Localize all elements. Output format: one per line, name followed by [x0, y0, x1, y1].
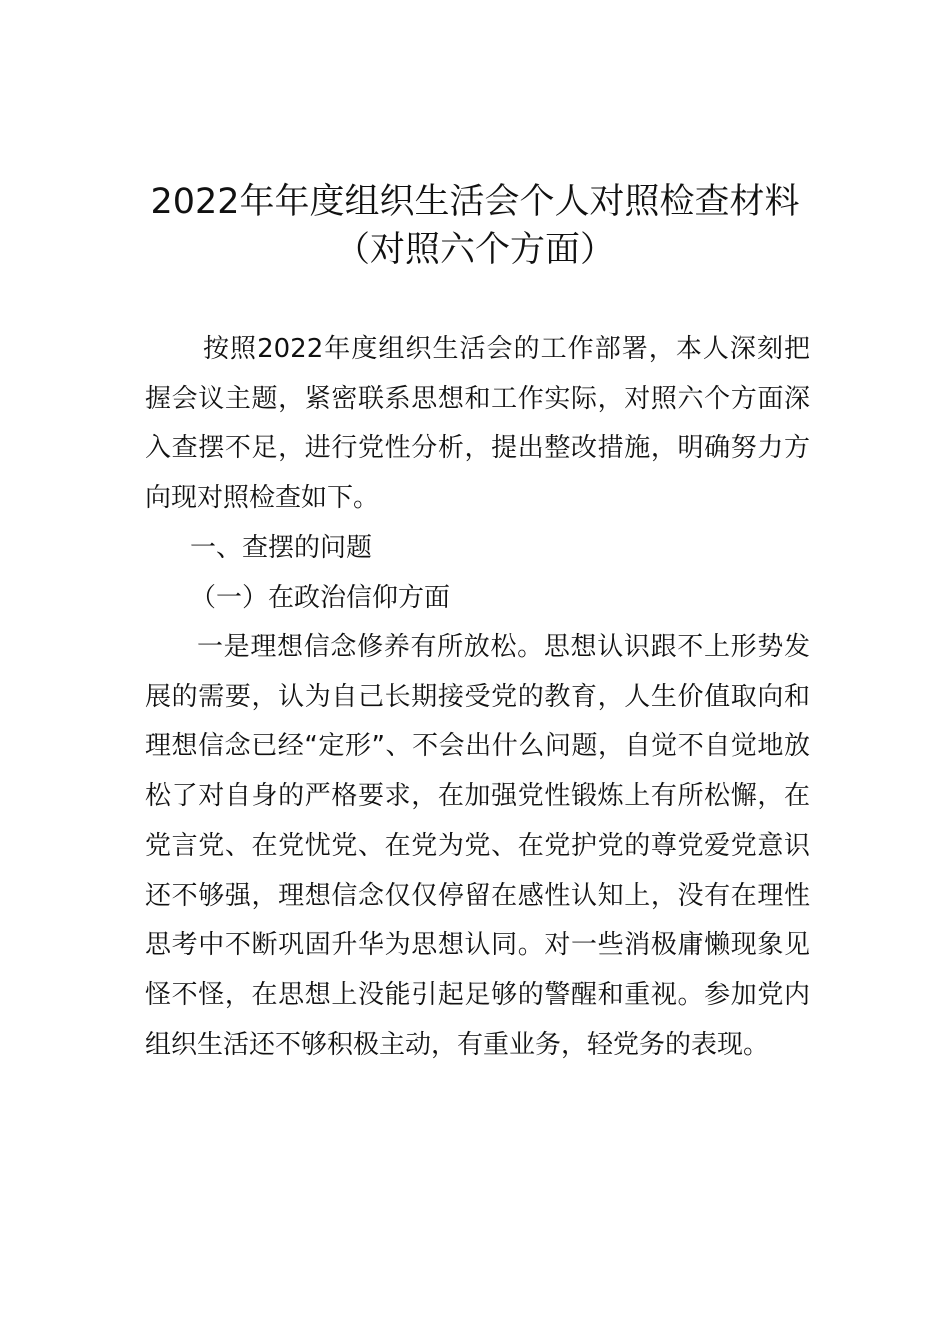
subsection-heading: （一）在政治信仰方面 — [190, 583, 451, 613]
section-heading: 一、查摆的问题 — [190, 533, 373, 563]
document-title: 2022年年度组织生活会个人对照检查材料 — [150, 182, 800, 222]
intro-paragraph: 按照2022年度组织生活会的工作部署，本人深刻把握会议主题，紧密联系思想和工作实际，对照六个方面深入查摆不足，进行党性分析，提出整改措施，明确努力方向现对照检查如下。 — [145, 334, 810, 514]
document-subtitle: （对照六个方面） — [334, 230, 615, 270]
body-paragraph: 一是理想信念修养有所放松。思想认识跟不上形势发展的需要，认为自己长期接受党的教育，人生价值取向和理想信念已经“定形”、不会出什么问题，自觉不自觉地放松了对自身的严格要求，在加强党性锻炼上有所松懈，在党言党、在党忧党、在党为党、在党护党的尊党爱党意识还不够强，理想信念仅仅停留在感性认知上，没有在理性思考中不断巩固升华为思想认同。对一些消极庸懒现象见怪不怪，在思想上没能引起足够的警醒和重视。参加党内组织生活还不够积极主动，有重业务，轻党务的表现。 — [145, 632, 810, 1060]
